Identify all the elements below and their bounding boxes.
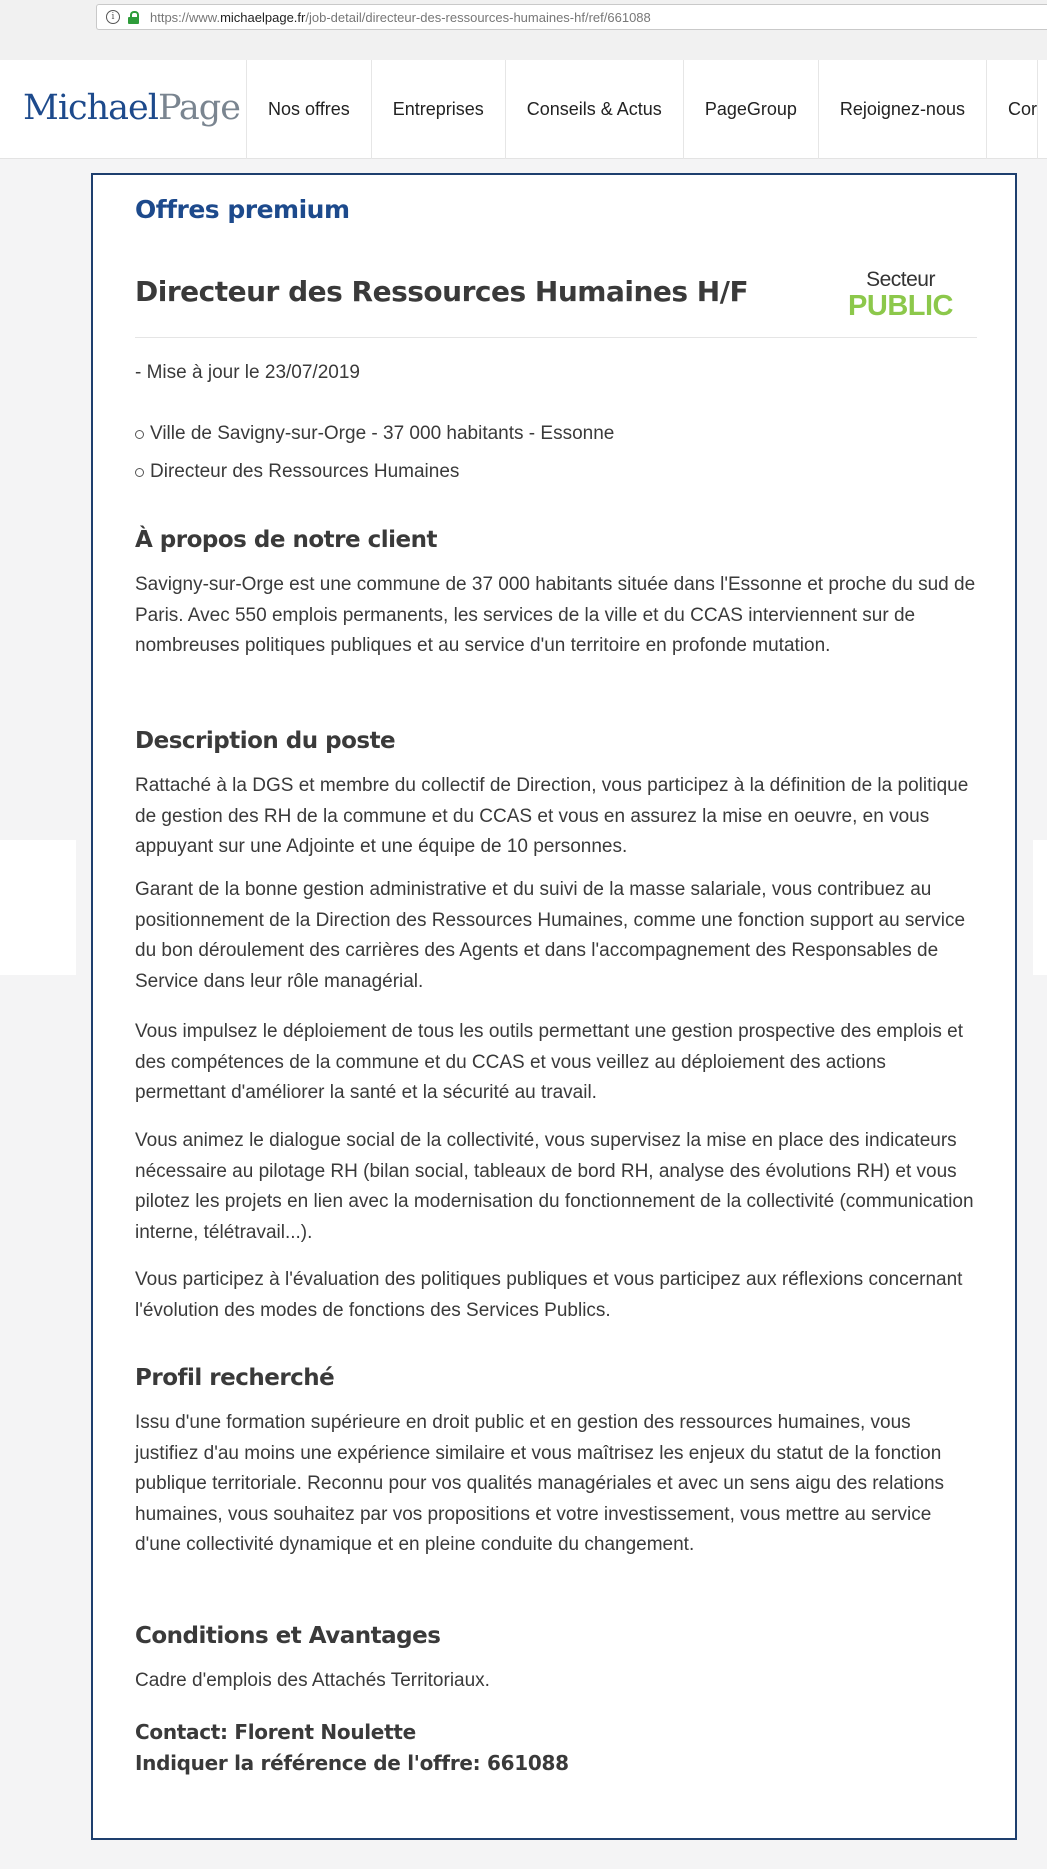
description-paragraph-4: Vous animez le dialogue social de la collectivité, vous supervisez la mise en place des indicateurs nécessaire au pilotage RH (bilan social, tableaux de bord RH, analyse des évolutions RH) et vous pilotez les projets en lien avec la modernisation du fonctionnement de la collectivité (communication interne, télétravail...). — [135, 1130, 974, 1243]
logo-part-page: Page — [157, 88, 240, 128]
url-scheme: https://www. — [150, 9, 221, 25]
nav-item-contact[interactable]: Cor — [987, 60, 1038, 159]
job-title: Directeur des Ressources Humaines H/F — [135, 275, 749, 308]
main-nav — [246, 60, 1038, 159]
description-paragraph-3: Vous impulsez le déploiement de tous les outils permettant une gestion prospective des emplois et des compétences de la commune et du CCAS et vous veillez au déploiement des actions permettant d'améliorer la santé et la sécurité au travail. — [135, 1021, 964, 1103]
section-title-client: À propos de notre client — [135, 527, 437, 553]
premium-offers-heading: Offres premium — [135, 195, 350, 224]
client-paragraph: Savigny-sur-Orge est une commune de 37 000 habitants située dans l'Essonne et proche du sud de Paris. Avec 550 emplois permanents, les services de la ville et du CCAS interviennent sur de nombreuses politiques publiques et au service d'un territoire en profonde mutation. — [135, 574, 976, 656]
browser-toolbar — [0, 0, 1047, 60]
summary-item-location: Ville de Savigny-sur-Orge - 37 000 habitants - Essonne — [135, 415, 614, 453]
sector-public-badge — [848, 269, 953, 321]
url-path: /job-detail/directeur-des-ressources-humaines-hf/ref/661088 — [305, 9, 651, 25]
description-paragraph-1: Rattaché à la DGS et membre du collectif de Direction, vous participez à la définition de la politique de gestion des RH de la commune et du CCAS et vous en assurez la mise en oeuvre, en vous appuyant sur une Adjointe et une équipe de 10 personnes. — [135, 775, 969, 857]
profile-paragraph: Issu d'une formation supérieure en droit public et en gestion des ressources humaines, vous justifiez d'au moins une expérience similaire et vous maîtrisez les enjeux du statut de la fonction publique territoriale. Reconnu pour vos qualités managériales et avec un sens aigu des relations humaines, vous souhaitez par vos propositions et votre investissement, vous mettre au service d'une collectivité dynamique et en pleine conduite du changement. — [135, 1412, 945, 1555]
section-title-description: Description du poste — [135, 728, 396, 754]
side-panel-left — [0, 840, 76, 975]
updated-date: - Mise à jour le 23/07/2019 — [135, 362, 360, 383]
description-paragraph-2: Garant de la bonne gestion administrative et du suivi de la masse salariale, vous contribuez au positionnement de la Direction des Ressources Humaines, comme une fonction support au service du bon déroulement des carrières des Agents et dans l'accompagnement des Responsables de Service dans leur rôle managérial. — [135, 879, 966, 992]
michael-page-logo[interactable] — [23, 88, 240, 128]
site-header — [0, 60, 1047, 159]
section-title-conditions: Conditions et Avantages — [135, 1623, 441, 1649]
nav-item-pagegroup[interactable]: PageGroup — [684, 60, 819, 159]
nav-item-nos-offres[interactable]: Nos offres — [247, 60, 372, 159]
logo-part-michael: Michael — [23, 88, 158, 128]
url-host: michaelpage.fr — [220, 9, 306, 25]
conditions-paragraph: Cadre d'emplois des Attachés Territoriaux. — [135, 1670, 490, 1691]
contact-block — [135, 1717, 569, 1778]
job-summary-list — [135, 415, 614, 491]
contact-name: Contact: Florent Noulette — [135, 1720, 416, 1744]
badge-label-secteur: Secteur — [866, 268, 935, 291]
title-divider — [135, 337, 977, 338]
address-bar[interactable] — [96, 4, 1047, 30]
summary-item-function: Directeur des Ressources Humaines — [135, 453, 614, 491]
nav-item-conseils-actus[interactable]: Conseils & Actus — [506, 60, 684, 159]
description-paragraph-5: Vous participez à l'évaluation des politiques publiques et vous participez aux réflexions concernant l'évolution des modes de fonctions des Services Publics. — [135, 1269, 963, 1321]
side-panel-right — [1033, 840, 1047, 975]
nav-item-rejoignez-nous[interactable]: Rejoignez-nous — [819, 60, 987, 159]
offer-reference: Indiquer la référence de l'offre: 661088 — [135, 1750, 569, 1775]
info-icon[interactable]: i — [106, 10, 120, 24]
url-text[interactable] — [150, 10, 651, 25]
lock-icon — [128, 11, 139, 24]
badge-label-public: PUBLIC — [848, 290, 953, 322]
job-card — [91, 173, 1017, 1840]
nav-item-entreprises[interactable]: Entreprises — [372, 60, 506, 159]
section-title-profile: Profil recherché — [135, 1365, 335, 1391]
